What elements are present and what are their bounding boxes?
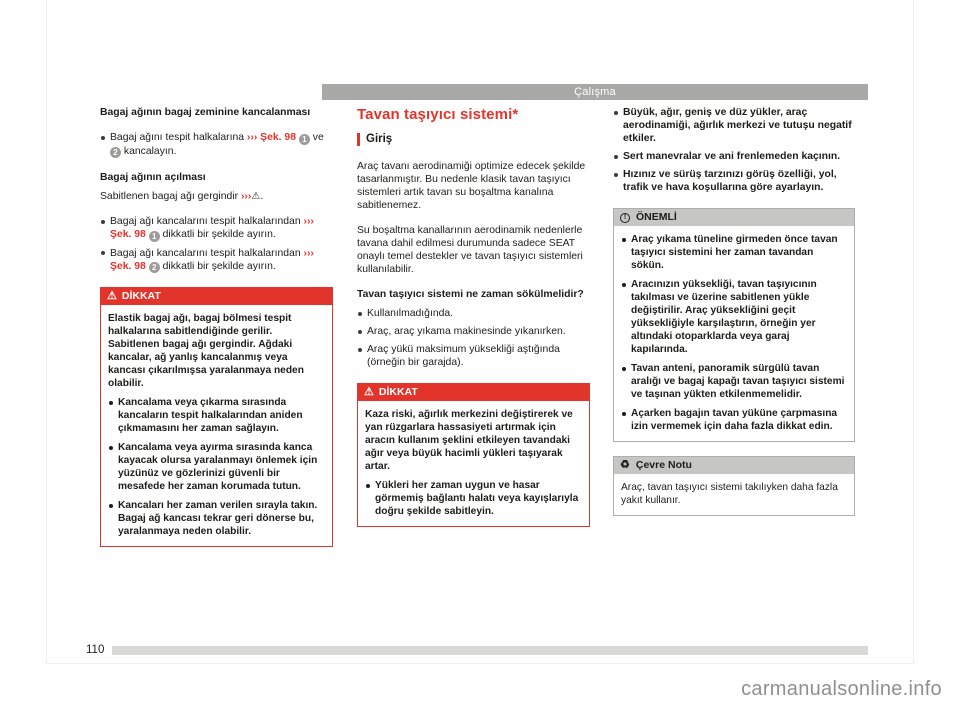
list-text: Açarken bagajın tavan yüküne çarpmasına izin vermemek için daha fazla dikkat edin. [631,408,838,432]
list-item [621,407,847,433]
list-item [108,499,325,538]
caution-header [358,384,589,401]
list-item [108,396,325,435]
bullet-dot [366,484,370,488]
caution-title: DİKKAT [121,290,161,302]
list-text: Aracınızın yüksekliği, tavan taşıyıcının takılması ve üzerine sabitlenen yükle değiştirilir. Araç yüksekliğini geçit yüksekliğiyle karşılaştırın, örneğin yer altındaki otoparklarda veya garaj kapılarında. [631,279,817,355]
callout-number-badge: 1 [299,134,310,145]
column-left [100,106,333,547]
caution-body [358,401,589,526]
paragraph: Su boşaltma kanallarının aerodinamik nedenlerle tavana dahil edilmesi durumunda sadece SEAT onaylı temel destekler ve tavan taşıyıcı sistemleri kullanılabilir. [357,225,583,275]
environment-icon: ♻ [620,459,630,471]
caution-box [357,383,590,527]
chapter-title: Çalışma [574,86,616,98]
list-item [357,343,590,369]
list-item [621,233,847,272]
bullet-dot [614,155,618,159]
list-item [621,362,847,401]
list-text: kancalayın. [123,145,177,157]
list-item [357,307,590,320]
callout-number-badge: 1 [149,231,160,242]
callout-number-badge: 2 [149,262,160,273]
bullet-dot [622,412,626,416]
bullet-dot [614,173,618,177]
bullet-dot [622,238,626,242]
bullet-dot [358,312,362,316]
warning-triangle-icon: ⚠ [107,290,117,302]
warning-reference: ››› [240,191,252,202]
page-number: 110 [86,644,105,656]
chapter-header-bar [322,84,868,100]
list-text: Bagaj ağı kancalarını tespit halkalarından [110,216,301,227]
caution-title: DİKKAT [378,386,418,398]
watermark: carmanualsonline.info [741,678,942,700]
list-text: Yükleri her zaman uygun ve hasar görmemiş bağlantı halatı veya kayışlarıyla doğru şekilde sabitleyin. [375,480,579,517]
environment-note-body: Araç, tavan taşıyıcı sistemi takılıyken daha fazla yakıt kullanır. [621,482,838,506]
footer-rule-bar [112,646,868,655]
warning-triangle-icon: ⚠ [364,386,374,398]
list-text: Kancaları her zaman verilen sırayla takın. Bagaj ağ kancası tekrar geri dönerse bu, yaralanmaya neden olabilir. [118,500,318,537]
list-text: dikkatli bir şekilde ayırın. [162,260,276,272]
list-text: ve [312,132,324,143]
list-item [100,215,333,242]
list-text: Tavan anteni, panoramik sürgülü tavan aralığı ve bagaj kapağı tavan taşıyıcı sistemi ve taşınan yükten etkilenmemelidir. [631,363,845,400]
notice-box [613,208,855,442]
caution-header [101,288,332,305]
article-subtitle: Giriş [357,133,590,146]
caution-intro: Kaza riski, ağırlık merkezini değiştirerek ve yan rüzgarlara hassasiyeti artırmak için aracın kullanım şeklini etkileyen tavandaki ağır veya büyük hacimli yükleri taşıyarak artar. [365,409,573,472]
list-text: Hızınız ve sürüş tarzınızı görüş özelliği, yol, trafik ve hava koşullarına göre ayarlayın. [623,169,837,193]
bullet-dot [109,446,113,450]
list-text: Kullanılmadığında. [367,308,454,319]
environment-note-header [614,457,854,474]
bullet-dot [101,251,105,255]
list-text: Sert manevralar ve ani frenlemeden kaçının. [623,151,841,162]
list-item [613,106,855,145]
bullet-dot [358,348,362,352]
caution-intro: Elastik bagaj ağı, bagaj bölmesi tespit halkalarına sabitlendiğinde gerilir. Sabitlenen bagaj ağı gergindir. Ağdaki kancalar, ağ yanlış kancalanmış veya kancası çıkarılmışsa yaralanmaya neden olabilir. [108,313,304,389]
bullet-dot [101,220,105,224]
bullet-dot [622,283,626,287]
section-heading: Tavan taşıyıcı sistemi ne zaman sökülmelidir? [357,289,584,300]
list-item [100,247,333,274]
list-text: Kancalama veya ayırma sırasında kanca kayacak olursa yaralanmayı önlemek için yüzünüz ve gözlerinizi güvenli bir mesafede her zaman korumada tutun. [118,442,318,492]
list-item [613,150,855,163]
list-text: Araç yükü maksimum yüksekliği aştığında (örneğin bir garajda). [367,344,560,368]
column-right [613,106,855,516]
bullet-dot [358,330,362,334]
list-text: Araç yıkama tüneline girmeden önce tavan taşıyıcı sistemini her zaman tavandan sökün. [631,234,838,271]
bullet-dot [614,111,618,115]
list-item [621,278,847,356]
notice-body [614,226,854,441]
list-item [100,131,333,158]
bullet-dot [109,401,113,405]
notice-icon: ! [620,213,630,223]
caution-box [100,287,333,547]
column-middle [357,106,590,527]
list-item [108,441,325,493]
figure-reference: ››› Şek. 98 [110,216,314,240]
caution-body [101,305,332,546]
notice-title: ÖNEMLİ [636,211,677,223]
bullet-dot [109,504,113,508]
list-text: Kancalama veya çıkarma sırasında kancaların tespit halkalarından aniden çıkmamasını her zaman sağlayın. [118,397,303,434]
environment-note-box [613,456,855,516]
warning-triangle-icon: ⚠ [251,191,261,202]
list-item [613,168,855,194]
paragraph: Sabitlenen bagaj ağı gergindir ›››⚠. [100,191,264,202]
callout-number-badge: 2 [110,147,121,158]
bullet-dot [622,367,626,371]
section-heading: Bagaj ağının açılması [100,172,206,183]
list-item [357,325,590,338]
list-text: dikkatli bir şekilde ayırın. [162,229,276,240]
figure-reference: ››› Şek. 98 [246,132,296,143]
list-text: Bagaj ağı kancalarını tespit halkalarından [110,247,301,259]
environment-note-title: Çevre Notu [635,459,692,471]
list-text: Araç, araç yıkama makinesinde yıkanırken. [367,326,566,337]
list-text: Büyük, ağır, geniş ve düz yükler, araç aerodinamiği, ağırlık merkezi ve tutuşu negatif etkiler. [623,107,852,144]
list-text: Bagaj ağını tespit halkalarına [110,132,245,143]
bullet-dot [101,136,105,140]
section-heading: Bagaj ağının bagaj zeminine kancalanması [100,107,311,118]
figure-reference: ››› Şek. 98 [110,247,314,272]
paragraph: Araç tavanı aerodinamiği optimize edecek şekilde tasarlanmıştır. Bu nedenle klasik tavan taşıyıcı sistemleri artık tavan su boşaltma kanalına sabitlenemez. [357,161,586,211]
list-item [365,479,582,518]
article-title: Tavan taşıyıcı sistemi* [357,106,519,123]
notice-header [614,209,854,226]
